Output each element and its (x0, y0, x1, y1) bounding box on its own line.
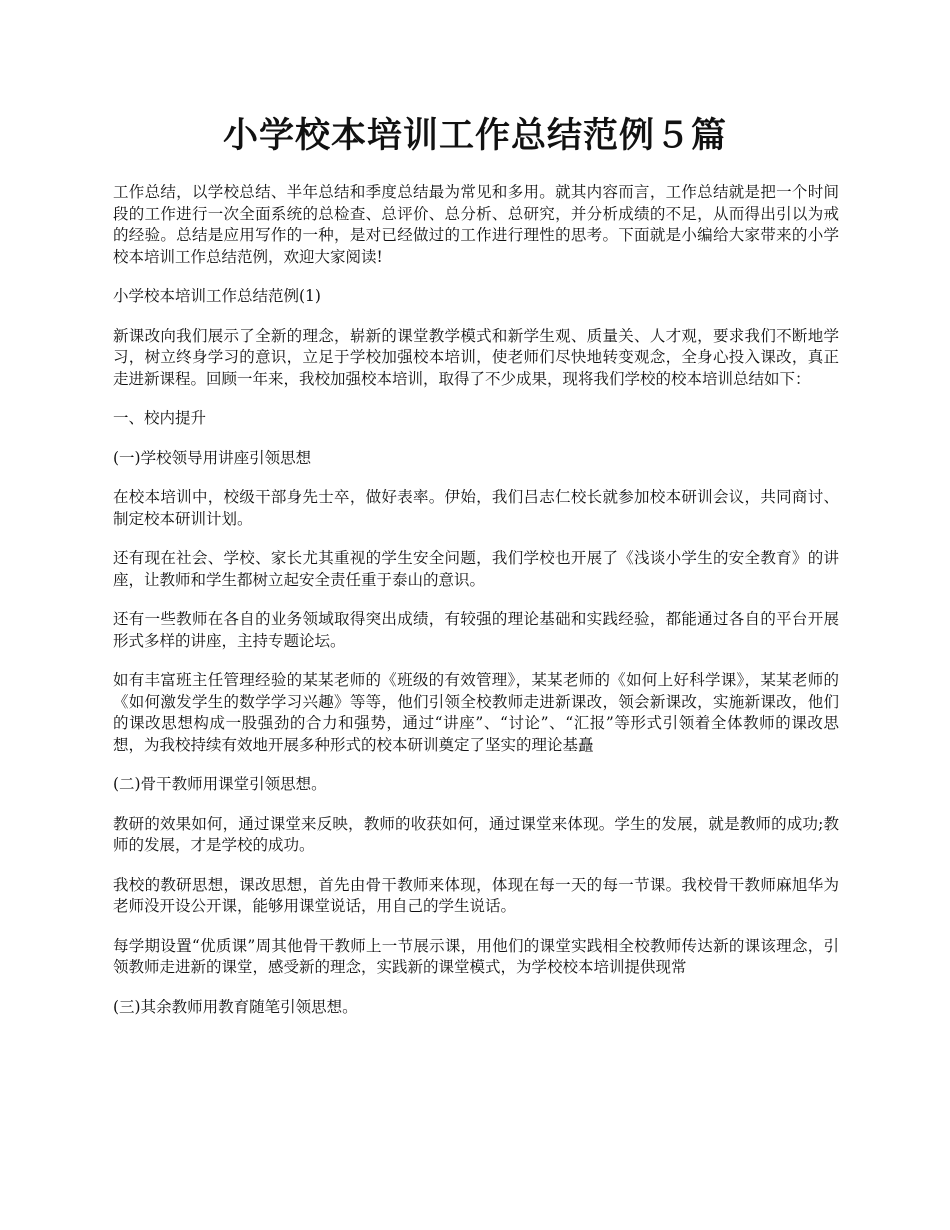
intro-paragraph: 工作总结，以学校总结、半年总结和季度总结最为常见和多用。就其内容而言，工作总结就是把一个时间段的工作进行一次全面系统的总检查、总评价、总分析、总研究，并分析成绩的不足，从而得出引以为戒的经验。总结是应用写作的一种，是对已经做过的工作进行理性的思考。下面就是小编给大家带来的小学校本培训工作总结范例，欢迎大家阅读! (113, 183, 839, 266)
paragraph: 教研的效果如何，通过课堂来反映，教师的收获如何，通过课堂来体现。学生的发展，就是教师的成功;教师的发展，才是学校的成功。 (113, 814, 839, 854)
document-body (113, 182, 839, 1036)
paragraph: 还有一些教师在各自的业务领域取得突出成绩，有较强的理论基础和实践经验，都能通过各自的平台开展形式多样的讲座，主持专题论坛。 (113, 610, 839, 650)
section-heading-example-1: 小学校本培训工作总结范例(1) (113, 287, 321, 305)
page-title: 小学校本培训工作总结范例５篇 (222, 115, 727, 156)
subsection-heading-1: (一)学校领导用讲座引领思想 (113, 448, 312, 467)
paragraph: 还有现在社会、学校、家长尤其重视的学生安全问题，我们学校也开展了《浅谈小学生的安全教育》的讲座，让教师和学生都树立起安全责任重于泰山的意识。 (113, 549, 839, 589)
subsection-heading-2: (二)骨干教师用课堂引领思想。 (113, 775, 327, 793)
paragraph: 新课改向我们展示了全新的理念，崭新的课堂教学模式和新学生观、质量关、人才观，要求我们不断地学习，树立终身学习的意识，立足于学校加强校本培训，使老师们尽快地转变观念，全身心投入课改，真正走进新课程。回顾一年来，我校加强校本培训，取得了不少成果，现将我们学校的校本培训总结如下： (113, 326, 839, 388)
section-heading-campus: 一、校内提升 (113, 409, 207, 427)
paragraph: 如有丰富班主任管理经验的某某老师的《班级的有效管理》，某某老师的《如何上好科学课》，某某老师的《如何激发学生的数学学习兴趣》等等，他们引领全校教师走进新课改，领会新课改，实施新课改，他们的课改思想构成一股强劲的合力和强势，通过“讲座”、“讨论”、“汇报”等形式引领着全体教师的课改思想，为我校持续有效地开展多种形式的校本研训奠定了坚实的理论基矗 (113, 671, 839, 754)
subsection-heading-3: (三)其余教师用教育随笔引领思想。 (113, 997, 358, 1016)
paragraph: 每学期设置“优质课”周其他骨干教师上一节展示课，用他们的课堂实践相全校教师传达新的课该理念，引领教师走进新的课堂，感受新的理念，实践新的课堂模式，为学校校本培训提供现常 (113, 936, 839, 976)
paragraph: 在校本培训中，校级干部身先士卒，做好表率。伊始，我们吕志仁校长就参加校本研训会议，共同商讨、制定校本研训计划。 (113, 488, 839, 528)
paragraph: 我校的教研思想，课改思想，首先由骨干教师来体现，体现在每一天的每一节课。我校骨干教师麻旭华为老师没开设公开课，能够用课堂说话，用自己的学生说话。 (113, 875, 839, 915)
